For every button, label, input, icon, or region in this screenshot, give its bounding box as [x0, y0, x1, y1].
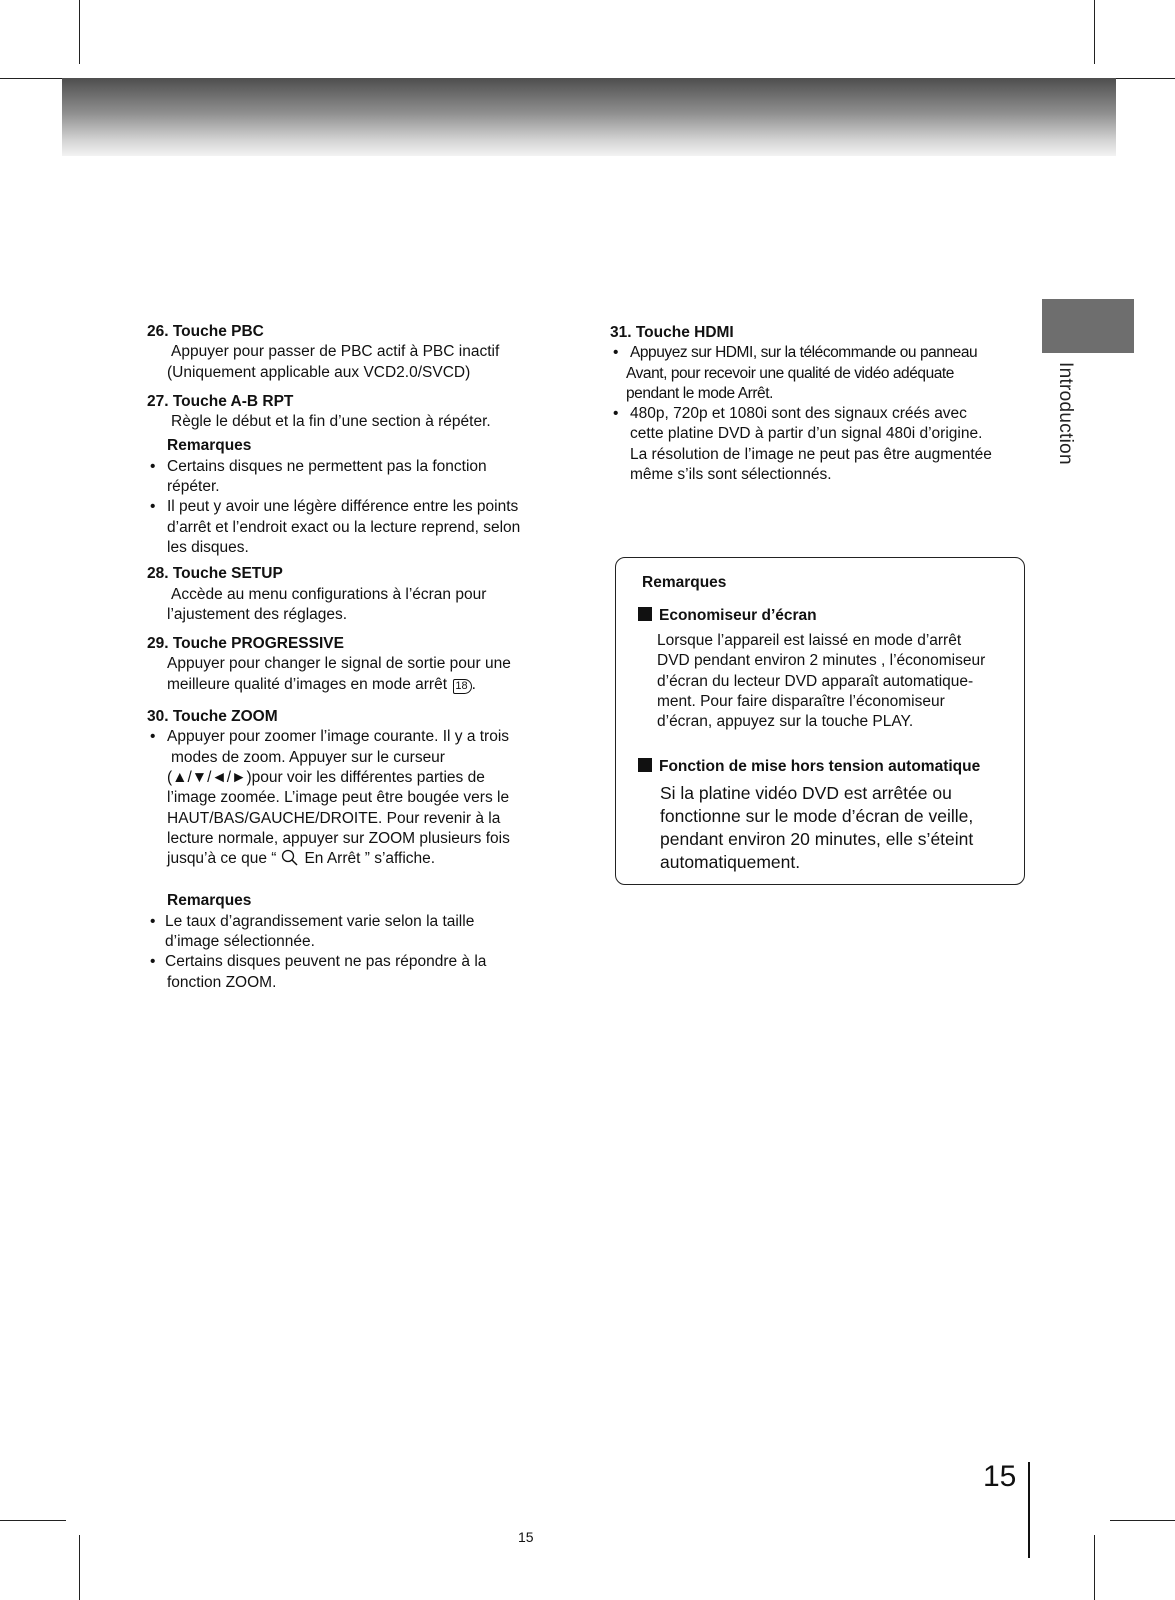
page-number-rule: [1028, 1462, 1030, 1558]
crop-mark-bottom-left-h: [0, 1520, 66, 1521]
left-column: [147, 322, 567, 993]
text-28-line2: l’ajustement des réglages.: [167, 605, 348, 623]
heading-29: 29. Touche PROGRESSIVE: [147, 635, 344, 653]
crop-mark-top-right-v: [1094, 0, 1095, 64]
page-number: 15: [983, 1460, 1017, 1493]
notes-box-title: Remarques: [642, 574, 727, 591]
screensaver-text: Lorsque l’appareil est laissé en mode d’arrêt DVD pendant environ 2 minutes , l’économiseur d’écran du lecteur DVD apparaît automatique- ment. Pour faire disparaître l’économiseur d’écran, appuyez sur la touche PLAY.: [657, 632, 986, 731]
notes-title-27: Remarques: [167, 437, 252, 455]
auto-off-text: Si la platine vidéo DVD est arrêtée ou fonctionne sur le mode d’écran de veille, pendant environ 20 minutes, elle s’éteint automatiquement.: [660, 783, 974, 872]
header-gradient-band: [62, 78, 1116, 156]
notes-box: [615, 557, 1025, 885]
page-ref-badge: 18: [453, 679, 471, 694]
bullet-30-1: • Appuyer pour zoomer l’image courante. Il y a trois modes de zoom. Appuyer sur le curseur (▲/▼/◄/►)pour voir les différentes parties de l’image zoomée. L’image peut être bougée vers le HAUT/BAS/GAUCHE/DROITE. Pour revenir à la lecture normale, appuyer sur ZOOM plusieurs fois jusqu’à ce que “ En Arrêt ” s’affiche.: [147, 727, 567, 873]
section-tab-label: Introduction: [1055, 362, 1076, 465]
crop-mark-bottom-left-v: [79, 1535, 80, 1600]
bullet-27-1: • Certains disques ne permettent pas la fonction répéter.: [147, 457, 567, 498]
bullet-30-note-1: • Le taux d’agrandissement varie selon la taille d’image sélectionnée.: [147, 912, 567, 953]
heading-28: 28. Touche SETUP: [147, 565, 283, 583]
bullet-31-2: • 480p, 720p et 1080i sont des signaux créés avec cette platine DVD à partir d’un signal 480i d’origine. La résolution de l’image ne peut pas être augmentée même s’ils sont sélectionnés.: [610, 404, 1035, 485]
screensaver-heading: Economiseur d’écran: [638, 607, 817, 625]
text-26-line2: (Uniquement applicable aux VCD2.0/SVCD): [167, 363, 471, 381]
crop-mark-bottom-right-h: [1110, 1520, 1175, 1521]
magnifier-icon: [280, 849, 300, 873]
bullet-27-2: • Il peut y avoir une légère différence entre les points d’arrêt et l’endroit exact ou la lecture reprend, selon les disques.: [147, 497, 567, 558]
text-29-line1: Appuyer pour changer le signal de sortie pour une: [167, 655, 511, 673]
bullet-30-note-2: • Certains disques peuvent ne pas répondre à la fonction ZOOM.: [147, 952, 567, 993]
notes-title-30: Remarques: [167, 892, 252, 910]
text-29-line2: meilleure qualité d’images en mode arrêt 18 .: [167, 675, 476, 693]
crop-mark-top-left-h: [0, 78, 64, 79]
square-bullet-icon: [638, 758, 652, 772]
text-27-line1: Règle le début et la fin d’une section à répéter.: [171, 413, 491, 431]
right-column: [610, 323, 1035, 485]
square-bullet-icon: [638, 607, 652, 621]
auto-off-heading: Fonction de mise hors tension automatique: [638, 758, 980, 776]
heading-30: 30. Touche ZOOM: [147, 708, 278, 726]
text-28-line1: Accède au menu configurations à l’écran pour: [171, 585, 487, 603]
text-26-line1: Appuyer pour passer de PBC actif à PBC inactif: [171, 343, 500, 361]
page-number-small: 15: [518, 1529, 534, 1545]
bullet-31-1: • Appuyez sur HDMI, sur la télécommande ou panneau Avant, pour recevoir une qualité de vidéo adéquate pendant le mode Arrêt.: [610, 343, 1035, 404]
crop-mark-bottom-right-v: [1094, 1535, 1095, 1600]
crop-mark-top-right-h: [1110, 78, 1175, 79]
heading-31: 31. Touche HDMI: [610, 324, 734, 341]
section-tab: [1042, 299, 1134, 353]
heading-27: 27. Touche A-B RPT: [147, 392, 294, 410]
crop-mark-top-left-v: [79, 0, 80, 64]
heading-26: 26. Touche PBC: [147, 323, 264, 340]
